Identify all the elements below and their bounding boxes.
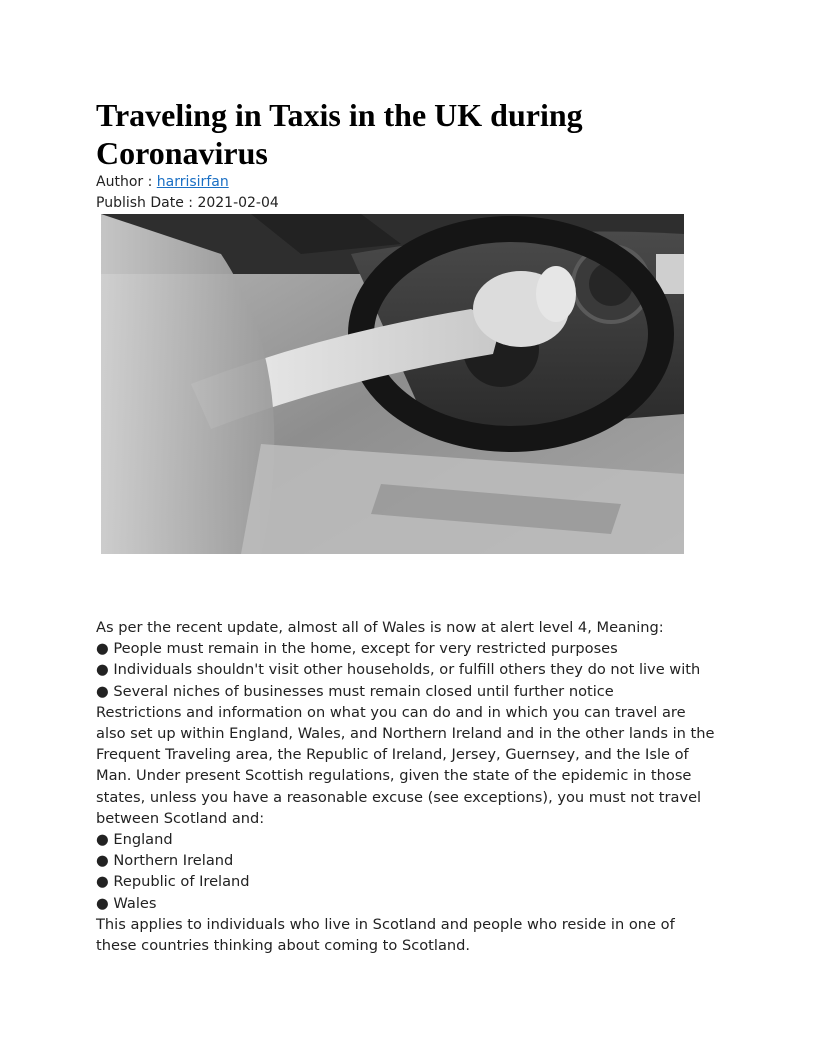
- article-body: [96, 617, 716, 956]
- publish-date-line: [96, 193, 716, 214]
- taxi-driver-photo: [101, 214, 684, 554]
- closing-paragraph: This applies to individuals who live in Scotland and people who reside in one of these countries thinking about coming to Scotland.: [96, 915, 675, 955]
- author-line: [96, 172, 716, 193]
- article-title: Traveling in Taxis in the UK during Coronavirus: [96, 97, 583, 171]
- publish-label: Publish Date :: [96, 195, 198, 211]
- list-item: ● People must remain in the home, except for very restricted purposes: [96, 638, 716, 659]
- list-item: ● England: [96, 829, 716, 850]
- list-item: ● Individuals shouldn't visit other households, or fulfill others they do not live with: [96, 659, 716, 680]
- publish-date: 2021-02-04: [197, 195, 279, 211]
- list-item: ● Northern Ireland: [96, 850, 716, 871]
- list-item: ● Wales: [96, 893, 716, 914]
- hero-image: [101, 214, 684, 554]
- author-link[interactable]: harrisirfan: [156, 174, 229, 190]
- intro-paragraph: As per the recent update, almost all of Wales is now at alert level 4, Meaning:: [96, 619, 664, 636]
- list-item: ● Republic of Ireland: [96, 871, 716, 892]
- restrictions-paragraph: Restrictions and information on what you can do and in which you can travel are also set up within England, Wales, and Northern Ireland and in the other lands in the Frequent Traveling area, the Republic of Ireland, Jersey, Guernsey, and the Isle of Man. Under present Scottish regulations, given the state of the epidemic in those states, unless you have a reasonable excuse (see exceptions), you must not travel between Scotland and:: [96, 703, 715, 827]
- author-label: Author :: [96, 174, 157, 190]
- list-item: ● Several niches of businesses must remain closed until further notice: [96, 681, 716, 702]
- article: [96, 96, 716, 955]
